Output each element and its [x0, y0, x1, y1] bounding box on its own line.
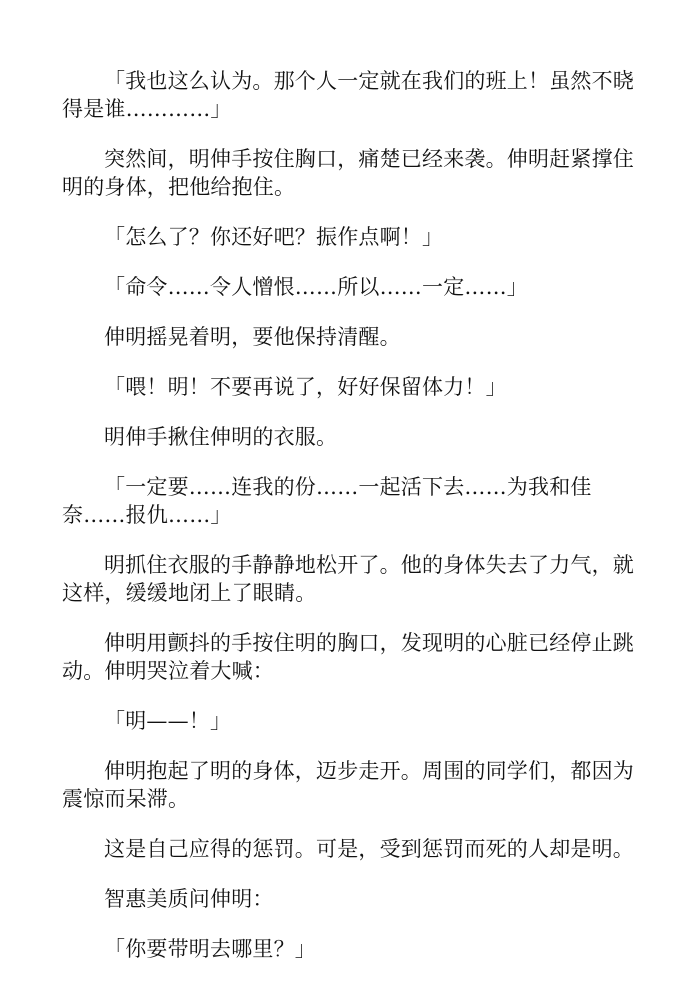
paragraph-7: 明伸手揪住伸明的衣服。	[104, 425, 338, 449]
paragraph-6: 「喂！明！不要再说了，好好保留体力！」	[104, 375, 507, 399]
document-page	[62, 67, 642, 985]
paragraph-3: 「怎么了？你还好吧？振作点啊！」	[104, 225, 444, 249]
paragraph-5: 伸明摇晃着明，要他保持清醒。	[104, 325, 401, 349]
paragraph-8: 「一定要……连我的份……一起活下去……为我和佳奈……报仇……」	[62, 475, 592, 527]
paragraph-12: 伸明抱起了明的身体，迈步走开。周围的同学们，都因为震惊而呆滞。	[62, 759, 634, 811]
paragraph-11: 「明——！」	[104, 709, 232, 733]
paragraph-10: 伸明用颤抖的手按住明的胸口，发现明的心脏已经停止跳动。伸明哭泣着大喊：	[62, 631, 634, 683]
paragraph-2: 突然间，明伸手按住胸口，痛楚已经来袭。伸明赶紧撑住明的身体，把他给抱住。	[62, 147, 634, 199]
paragraph-15: 「你要带明去哪里？」	[104, 937, 316, 961]
paragraph-9: 明抓住衣服的手静静地松开了。他的身体失去了力气，就这样，缓缓地闭上了眼睛。	[62, 553, 634, 605]
paragraph-1: 「我也这么认为。那个人一定就在我们的班上！虽然不晓得是谁…………」	[62, 69, 634, 121]
paragraph-13: 这是自己应得的惩罚。可是，受到惩罚而死的人却是明。	[104, 837, 634, 861]
paragraph-14: 智惠美质问伸明：	[104, 887, 274, 911]
paragraph-4: 「命令……令人憎恨……所以……一定……」	[104, 275, 528, 299]
